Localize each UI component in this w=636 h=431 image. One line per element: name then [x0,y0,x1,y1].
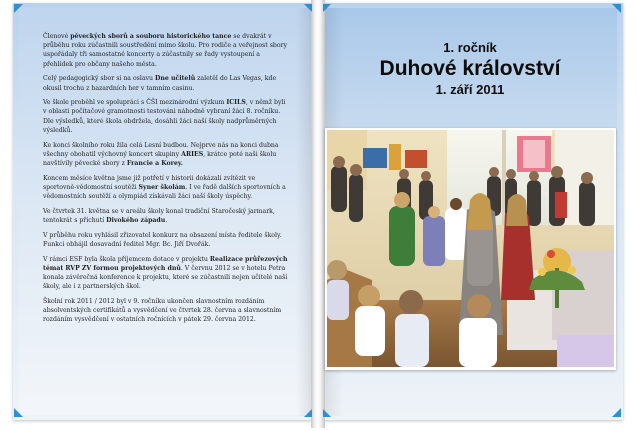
page-corner-top-left-icon[interactable] [14,4,23,13]
text-run: Ve škole proběhl ve spolupráci s ČŠI mezinárodní výzkum [43,99,227,107]
text-run: Ke konci školního roku žila celá Lesní budbou. Nejprve nás na konci dubna všechny obohatil výchovný koncert skupiny [43,141,279,158]
text-run: Ve čtvrtek 31. května se v areálu školy konal tradiční Staročeský jarmark, tentokrát s příchutí [43,207,275,224]
bold-run: pěveckých sborů a souboru historického tance [70,33,232,40]
paragraph [43,255,288,292]
paragraph [43,297,288,325]
paragraph [43,141,288,169]
text-run: Školní rok 2011 / 2012 byl v 9. ročníku ukončen slavnostním rozdáním absolventských certifikátů a vysvědčení ve čtvrtek 28. června a slavnostním rozdáním vysvědčení v ostatních ročnících v pátek 29. června 2012. [43,297,282,324]
text-run: V rámci ESF byla škola příjemcem dotace v projektu [43,255,210,263]
page-corner-top-right-icon[interactable] [612,4,621,13]
bold-run: Syner školám [138,183,186,191]
bold-run: Francie a Korey. [126,159,183,167]
paragraph [43,174,288,202]
page-corner-top-spine-left-icon [304,4,312,12]
class-photo [327,130,614,367]
bold-run: Realizace průřezových témat RVP ZV formou projektových dnů [43,255,288,272]
text-run: , krátce poté naši školu navštívily pěvecké sbory z [43,150,277,167]
page-corner-bottom-spine-left-icon [304,409,312,417]
paragraph [43,32,288,69]
text-run: Celý pedagogický sbor si na oslavu [43,75,155,83]
paragraph [43,207,288,225]
bold-run: Dne učitelů [154,75,196,83]
paragraph [43,98,288,135]
grade-title: 1. ročník [443,40,497,55]
class-name-title: Duhové království [379,57,561,80]
page-corner-bottom-right-icon[interactable] [612,408,621,417]
text-run: . I ve řadě dalších sportovních a vědomostních soutěží a olympiád získávali žáci naší školy úspěchy. [43,183,286,201]
page-corner-top-spine-right-icon [323,4,331,12]
paragraph [43,74,288,92]
class-photo-frame [325,128,616,370]
page-corner-bottom-spine-right-icon [323,409,331,417]
text-run: . V červnu 2012 se v hotelu Petra konala závěrečná konference k projektu, které se zúčastnili nejen učitelé naší školy, ale i z partnerských škol. [43,264,288,291]
bold-run: ICILS [226,99,246,107]
book-spine [311,0,325,428]
bold-run: ARIES [181,150,204,158]
text-run: Členové [43,33,71,40]
text-run: zaletěl do Las Vegas, kde okusil trochu z hazardních her v tamním casinu. [43,75,277,92]
date-title: 1. září 2011 [435,82,505,97]
page-corner-bottom-left-icon[interactable] [14,408,23,417]
bold-run: Divokého západu [106,216,166,224]
yearbook-text-column [43,32,288,330]
class-title-block [325,40,615,98]
text-run: V průběhu roku vyhlásil zřizovatel konkurz na obsazení místa ředitele školy. Funkci obhájil dosavadní ředitel Mgr. Bc. Jiří Dvořák. [43,231,282,248]
text-run: se dvakrát v průběhu roku zúčastnili soustředění mimo školu. Pro rodiče a veřejnost sbory uspořádaly tři samostatné koncerty a zúčastnily se řady vystoupení a přehlídek pro občany našeho města. [43,33,288,68]
text-run: . [165,216,168,224]
text-run: Koncem měsíce května jsme již potřetí v historii dokázali zvítězit ve sportovně-vědomostní soutěži [43,174,256,191]
paragraph [43,231,288,249]
text-run: , v němž byli v oblasti počítačové gramotnosti testováni náhodně vybraní žáci 8. ročníku. Dle výsledků, které škola obdržela, dosáhli žáci naší školy nadprůměrných výsledků. [43,99,286,134]
